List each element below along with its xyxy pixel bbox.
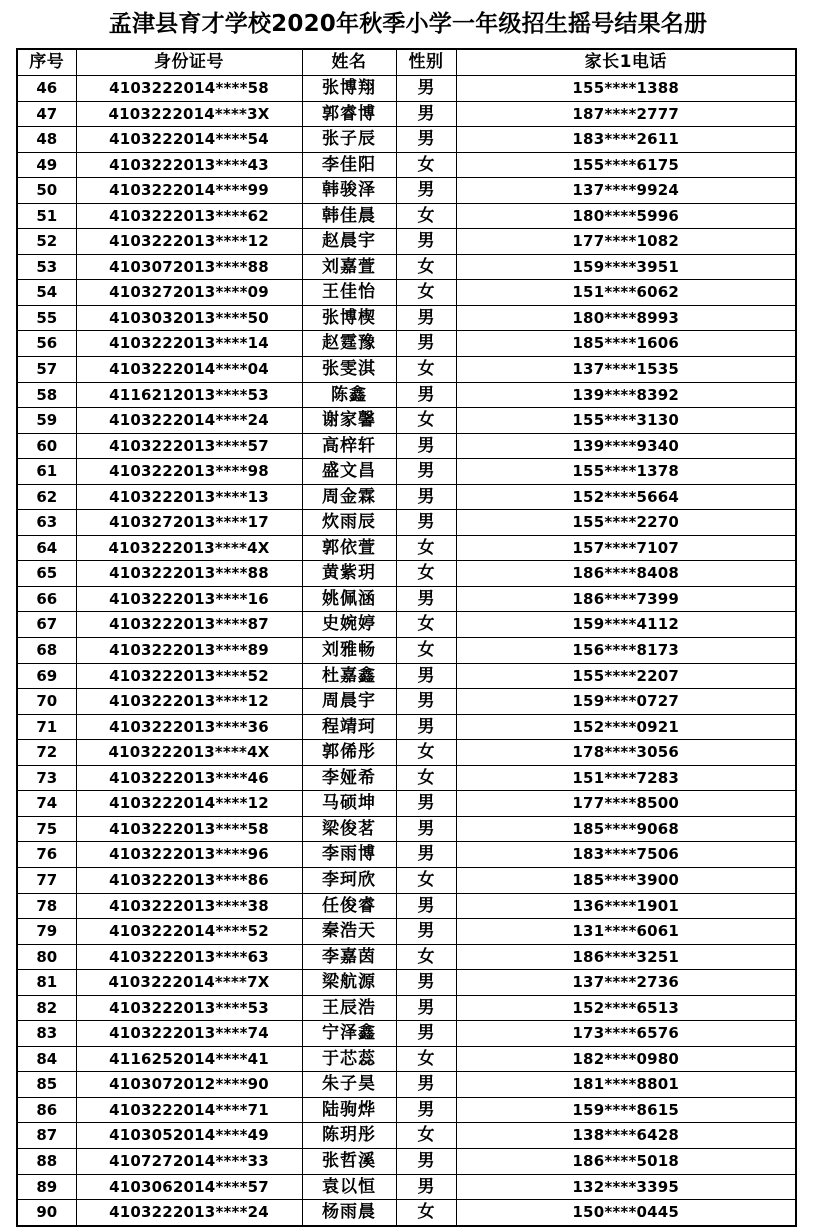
column-header-id: 身份证号 xyxy=(76,49,302,76)
cell-name: 梁航源 xyxy=(302,970,396,996)
cell-name: 李雨博 xyxy=(302,842,396,868)
table-row xyxy=(17,944,796,970)
cell-phone: 159****0727 xyxy=(456,689,796,715)
table-row xyxy=(17,586,796,612)
cell-phone: 183****2611 xyxy=(456,127,796,153)
cell-phone: 155****1378 xyxy=(456,459,796,485)
cell-phone: 138****6428 xyxy=(456,1123,796,1149)
cell-seq: 69 xyxy=(17,663,76,689)
cell-seq: 87 xyxy=(17,1123,76,1149)
cell-idno: 4103272013****09 xyxy=(76,280,302,306)
column-header-gender: 性别 xyxy=(396,49,456,76)
cell-phone: 139****8392 xyxy=(456,382,796,408)
cell-gender: 男 xyxy=(396,714,456,740)
cell-seq: 70 xyxy=(17,689,76,715)
table-row xyxy=(17,1174,796,1200)
cell-gender: 男 xyxy=(396,816,456,842)
table-body xyxy=(17,76,796,1226)
cell-gender: 男 xyxy=(396,433,456,459)
cell-idno: 4103062014****57 xyxy=(76,1174,302,1200)
cell-name: 黄紫玥 xyxy=(302,561,396,587)
cell-seq: 64 xyxy=(17,535,76,561)
cell-name: 于芯蕊 xyxy=(302,1046,396,1072)
cell-gender: 女 xyxy=(396,357,456,383)
roster-table xyxy=(16,48,797,1227)
cell-phone: 186****3251 xyxy=(456,944,796,970)
table-row xyxy=(17,408,796,434)
cell-gender: 女 xyxy=(396,408,456,434)
cell-phone: 131****6061 xyxy=(456,919,796,945)
cell-name: 李娅希 xyxy=(302,765,396,791)
table-row xyxy=(17,535,796,561)
cell-phone: 136****1901 xyxy=(456,893,796,919)
cell-idno: 4103222014****58 xyxy=(76,76,302,102)
cell-gender: 女 xyxy=(396,740,456,766)
cell-seq: 47 xyxy=(17,101,76,127)
cell-name: 姚佩涵 xyxy=(302,586,396,612)
cell-idno: 4103222013****43 xyxy=(76,152,302,178)
cell-idno: 4103222013****4X xyxy=(76,740,302,766)
cell-seq: 84 xyxy=(17,1046,76,1072)
cell-seq: 82 xyxy=(17,995,76,1021)
cell-seq: 83 xyxy=(17,1021,76,1047)
cell-idno: 4103222013****74 xyxy=(76,1021,302,1047)
cell-phone: 150****0445 xyxy=(456,1200,796,1226)
cell-gender: 男 xyxy=(396,382,456,408)
cell-seq: 90 xyxy=(17,1200,76,1226)
cell-phone: 151****6062 xyxy=(456,280,796,306)
table-row xyxy=(17,76,796,102)
table-row xyxy=(17,382,796,408)
cell-name: 张哲溪 xyxy=(302,1148,396,1174)
cell-name: 谢家馨 xyxy=(302,408,396,434)
cell-name: 史婉婷 xyxy=(302,612,396,638)
cell-seq: 89 xyxy=(17,1174,76,1200)
table-row xyxy=(17,842,796,868)
cell-idno: 4103222013****86 xyxy=(76,867,302,893)
cell-phone: 151****7283 xyxy=(456,765,796,791)
cell-gender: 男 xyxy=(396,663,456,689)
table-row xyxy=(17,1072,796,1098)
cell-seq: 56 xyxy=(17,331,76,357)
cell-gender: 男 xyxy=(396,229,456,255)
cell-gender: 男 xyxy=(396,331,456,357)
cell-seq: 58 xyxy=(17,382,76,408)
cell-idno: 4103052014****49 xyxy=(76,1123,302,1149)
cell-phone: 139****9340 xyxy=(456,433,796,459)
cell-seq: 62 xyxy=(17,484,76,510)
cell-seq: 78 xyxy=(17,893,76,919)
cell-phone: 155****1388 xyxy=(456,76,796,102)
cell-phone: 180****5996 xyxy=(456,203,796,229)
cell-gender: 男 xyxy=(396,970,456,996)
cell-gender: 女 xyxy=(396,152,456,178)
cell-gender: 女 xyxy=(396,254,456,280)
cell-idno: 4103222013****12 xyxy=(76,229,302,255)
cell-idno: 4103222014****54 xyxy=(76,127,302,153)
cell-name: 郭依萱 xyxy=(302,535,396,561)
cell-phone: 180****8993 xyxy=(456,305,796,331)
cell-name: 秦浩天 xyxy=(302,919,396,945)
cell-gender: 男 xyxy=(396,1097,456,1123)
cell-gender: 男 xyxy=(396,1072,456,1098)
cell-seq: 60 xyxy=(17,433,76,459)
cell-name: 郭俙彤 xyxy=(302,740,396,766)
cell-gender: 男 xyxy=(396,510,456,536)
table-row xyxy=(17,740,796,766)
cell-gender: 女 xyxy=(396,561,456,587)
cell-phone: 152****0921 xyxy=(456,714,796,740)
cell-seq: 49 xyxy=(17,152,76,178)
cell-idno: 4103222013****52 xyxy=(76,663,302,689)
cell-idno: 4103222013****63 xyxy=(76,944,302,970)
cell-idno: 4103222014****71 xyxy=(76,1097,302,1123)
table-row xyxy=(17,1200,796,1226)
cell-name: 韩骏泽 xyxy=(302,178,396,204)
table-row xyxy=(17,1046,796,1072)
cell-seq: 67 xyxy=(17,612,76,638)
cell-gender: 男 xyxy=(396,893,456,919)
cell-seq: 71 xyxy=(17,714,76,740)
table-row xyxy=(17,638,796,664)
cell-idno: 4103222013****88 xyxy=(76,561,302,587)
table-row xyxy=(17,357,796,383)
cell-gender: 男 xyxy=(396,101,456,127)
cell-idno: 4103222013****98 xyxy=(76,459,302,485)
table-row xyxy=(17,867,796,893)
cell-seq: 61 xyxy=(17,459,76,485)
cell-seq: 55 xyxy=(17,305,76,331)
cell-name: 李佳阳 xyxy=(302,152,396,178)
cell-seq: 85 xyxy=(17,1072,76,1098)
cell-seq: 57 xyxy=(17,357,76,383)
cell-idno: 4103222013****53 xyxy=(76,995,302,1021)
cell-gender: 女 xyxy=(396,867,456,893)
cell-name: 陈鑫 xyxy=(302,382,396,408)
cell-idno: 4103222013****89 xyxy=(76,638,302,664)
cell-idno: 4103222013****13 xyxy=(76,484,302,510)
cell-phone: 183****7506 xyxy=(456,842,796,868)
table-row xyxy=(17,254,796,280)
table-row xyxy=(17,970,796,996)
table-row xyxy=(17,765,796,791)
roster-table-container xyxy=(16,48,795,1227)
cell-idno: 4103222013****96 xyxy=(76,842,302,868)
cell-idno: 4103222014****24 xyxy=(76,408,302,434)
cell-idno: 4103222014****99 xyxy=(76,178,302,204)
cell-gender: 女 xyxy=(396,535,456,561)
cell-phone: 137****2736 xyxy=(456,970,796,996)
cell-seq: 76 xyxy=(17,842,76,868)
cell-phone: 173****6576 xyxy=(456,1021,796,1047)
cell-name: 高梓轩 xyxy=(302,433,396,459)
cell-phone: 157****7107 xyxy=(456,535,796,561)
cell-idno: 4116252014****41 xyxy=(76,1046,302,1072)
table-row xyxy=(17,433,796,459)
cell-name: 张博楔 xyxy=(302,305,396,331)
cell-idno: 4103222013****58 xyxy=(76,816,302,842)
cell-phone: 186****8408 xyxy=(456,561,796,587)
cell-phone: 185****1606 xyxy=(456,331,796,357)
cell-gender: 女 xyxy=(396,612,456,638)
cell-gender: 男 xyxy=(396,791,456,817)
cell-phone: 137****9924 xyxy=(456,178,796,204)
cell-phone: 152****6513 xyxy=(456,995,796,1021)
table-row xyxy=(17,127,796,153)
cell-gender: 女 xyxy=(396,280,456,306)
cell-seq: 59 xyxy=(17,408,76,434)
column-header-phone: 家长1电话 xyxy=(456,49,796,76)
cell-name: 袁以恒 xyxy=(302,1174,396,1200)
cell-gender: 男 xyxy=(396,1148,456,1174)
cell-name: 杨雨晨 xyxy=(302,1200,396,1226)
cell-gender: 女 xyxy=(396,203,456,229)
cell-gender: 男 xyxy=(396,842,456,868)
cell-seq: 53 xyxy=(17,254,76,280)
cell-name: 李珂欣 xyxy=(302,867,396,893)
cell-gender: 男 xyxy=(396,484,456,510)
cell-name: 郭睿博 xyxy=(302,101,396,127)
cell-gender: 男 xyxy=(396,305,456,331)
cell-phone: 155****3130 xyxy=(456,408,796,434)
table-row xyxy=(17,484,796,510)
cell-phone: 156****8173 xyxy=(456,638,796,664)
cell-phone: 155****2207 xyxy=(456,663,796,689)
cell-name: 宁泽鑫 xyxy=(302,1021,396,1047)
cell-name: 梁俊茗 xyxy=(302,816,396,842)
cell-phone: 155****2270 xyxy=(456,510,796,536)
table-row xyxy=(17,305,796,331)
cell-seq: 86 xyxy=(17,1097,76,1123)
table-row xyxy=(17,816,796,842)
table-row xyxy=(17,152,796,178)
cell-seq: 48 xyxy=(17,127,76,153)
cell-name: 朱子昊 xyxy=(302,1072,396,1098)
cell-phone: 185****9068 xyxy=(456,816,796,842)
cell-idno: 4103222013****12 xyxy=(76,689,302,715)
cell-seq: 54 xyxy=(17,280,76,306)
cell-seq: 63 xyxy=(17,510,76,536)
cell-gender: 男 xyxy=(396,178,456,204)
cell-gender: 女 xyxy=(396,765,456,791)
cell-name: 马硕坤 xyxy=(302,791,396,817)
cell-name: 王辰浩 xyxy=(302,995,396,1021)
cell-name: 周晨宇 xyxy=(302,689,396,715)
table-row xyxy=(17,1148,796,1174)
cell-seq: 51 xyxy=(17,203,76,229)
column-header-name: 姓名 xyxy=(302,49,396,76)
cell-phone: 137****1535 xyxy=(456,357,796,383)
table-row xyxy=(17,1123,796,1149)
table-row xyxy=(17,791,796,817)
cell-idno: 4103222014****7X xyxy=(76,970,302,996)
cell-seq: 72 xyxy=(17,740,76,766)
table-row xyxy=(17,1021,796,1047)
cell-gender: 男 xyxy=(396,1174,456,1200)
cell-name: 赵晨宇 xyxy=(302,229,396,255)
cell-gender: 男 xyxy=(396,689,456,715)
cell-name: 李嘉茵 xyxy=(302,944,396,970)
table-row xyxy=(17,714,796,740)
table-row xyxy=(17,689,796,715)
table-row xyxy=(17,612,796,638)
table-header xyxy=(17,49,796,76)
cell-phone: 159****3951 xyxy=(456,254,796,280)
cell-name: 赵霆豫 xyxy=(302,331,396,357)
cell-phone: 182****0980 xyxy=(456,1046,796,1072)
cell-idno: 4103222014****12 xyxy=(76,791,302,817)
cell-name: 刘雅畅 xyxy=(302,638,396,664)
cell-name: 王佳怡 xyxy=(302,280,396,306)
cell-phone: 159****4112 xyxy=(456,612,796,638)
table-row xyxy=(17,893,796,919)
cell-seq: 73 xyxy=(17,765,76,791)
cell-idno: 4103222014****52 xyxy=(76,919,302,945)
table-row xyxy=(17,229,796,255)
cell-idno: 4103222013****4X xyxy=(76,535,302,561)
cell-seq: 66 xyxy=(17,586,76,612)
cell-name: 盛文昌 xyxy=(302,459,396,485)
cell-seq: 65 xyxy=(17,561,76,587)
cell-seq: 80 xyxy=(17,944,76,970)
cell-phone: 186****5018 xyxy=(456,1148,796,1174)
cell-idno: 4103222013****14 xyxy=(76,331,302,357)
table-row xyxy=(17,280,796,306)
cell-idno: 4103222013****62 xyxy=(76,203,302,229)
cell-name: 杜嘉鑫 xyxy=(302,663,396,689)
cell-name: 程靖珂 xyxy=(302,714,396,740)
cell-idno: 4103222013****24 xyxy=(76,1200,302,1226)
cell-idno: 4103222013****87 xyxy=(76,612,302,638)
cell-idno: 4103222013****57 xyxy=(76,433,302,459)
cell-name: 陆驹烨 xyxy=(302,1097,396,1123)
cell-gender: 女 xyxy=(396,638,456,664)
cell-seq: 68 xyxy=(17,638,76,664)
cell-seq: 50 xyxy=(17,178,76,204)
cell-idno: 4103222014****3X xyxy=(76,101,302,127)
cell-name: 张子辰 xyxy=(302,127,396,153)
cell-idno: 4103222013****16 xyxy=(76,586,302,612)
cell-phone: 152****5664 xyxy=(456,484,796,510)
cell-phone: 132****3395 xyxy=(456,1174,796,1200)
cell-name: 刘嘉萱 xyxy=(302,254,396,280)
cell-phone: 187****2777 xyxy=(456,101,796,127)
table-row xyxy=(17,995,796,1021)
cell-seq: 46 xyxy=(17,76,76,102)
cell-idno: 4103272013****17 xyxy=(76,510,302,536)
cell-seq: 88 xyxy=(17,1148,76,1174)
cell-name: 任俊睿 xyxy=(302,893,396,919)
cell-idno: 4103072012****90 xyxy=(76,1072,302,1098)
cell-idno: 4103222013****38 xyxy=(76,893,302,919)
cell-phone: 178****3056 xyxy=(456,740,796,766)
cell-phone: 185****3900 xyxy=(456,867,796,893)
cell-idno: 4116212013****53 xyxy=(76,382,302,408)
cell-seq: 77 xyxy=(17,867,76,893)
table-row xyxy=(17,459,796,485)
cell-phone: 155****6175 xyxy=(456,152,796,178)
cell-phone: 186****7399 xyxy=(456,586,796,612)
cell-gender: 女 xyxy=(396,1123,456,1149)
cell-name: 周金霖 xyxy=(302,484,396,510)
page-title: 孟津县育才学校2020年秋季小学一年级招生摇号结果名册 xyxy=(108,11,708,37)
cell-phone: 181****8801 xyxy=(456,1072,796,1098)
cell-gender: 男 xyxy=(396,1021,456,1047)
table-row xyxy=(17,663,796,689)
cell-gender: 男 xyxy=(396,459,456,485)
cell-seq: 74 xyxy=(17,791,76,817)
cell-idno: 4103032013****50 xyxy=(76,305,302,331)
cell-idno: 4103222013****46 xyxy=(76,765,302,791)
cell-idno: 4103222014****04 xyxy=(76,357,302,383)
cell-seq: 75 xyxy=(17,816,76,842)
cell-phone: 177****1082 xyxy=(456,229,796,255)
cell-idno: 4107272014****33 xyxy=(76,1148,302,1174)
cell-phone: 159****8615 xyxy=(456,1097,796,1123)
cell-gender: 男 xyxy=(396,995,456,1021)
table-header-row xyxy=(17,49,796,76)
cell-name: 张雯淇 xyxy=(302,357,396,383)
cell-gender: 男 xyxy=(396,127,456,153)
cell-name: 炊雨辰 xyxy=(302,510,396,536)
cell-seq: 52 xyxy=(17,229,76,255)
table-row xyxy=(17,203,796,229)
cell-idno: 4103222013****36 xyxy=(76,714,302,740)
column-header-seq: 序号 xyxy=(17,49,76,76)
cell-gender: 女 xyxy=(396,1200,456,1226)
cell-name: 陈玥彤 xyxy=(302,1123,396,1149)
cell-gender: 男 xyxy=(396,76,456,102)
table-row xyxy=(17,101,796,127)
table-row xyxy=(17,331,796,357)
cell-seq: 79 xyxy=(17,919,76,945)
cell-name: 张博翔 xyxy=(302,76,396,102)
table-row xyxy=(17,178,796,204)
cell-seq: 81 xyxy=(17,970,76,996)
cell-gender: 女 xyxy=(396,1046,456,1072)
table-row xyxy=(17,1097,796,1123)
table-row xyxy=(17,919,796,945)
cell-name: 韩佳晨 xyxy=(302,203,396,229)
cell-idno: 4103072013****88 xyxy=(76,254,302,280)
cell-gender: 男 xyxy=(396,586,456,612)
table-row xyxy=(17,561,796,587)
cell-gender: 男 xyxy=(396,919,456,945)
table-row xyxy=(17,510,796,536)
cell-phone: 177****8500 xyxy=(456,791,796,817)
cell-gender: 女 xyxy=(396,944,456,970)
